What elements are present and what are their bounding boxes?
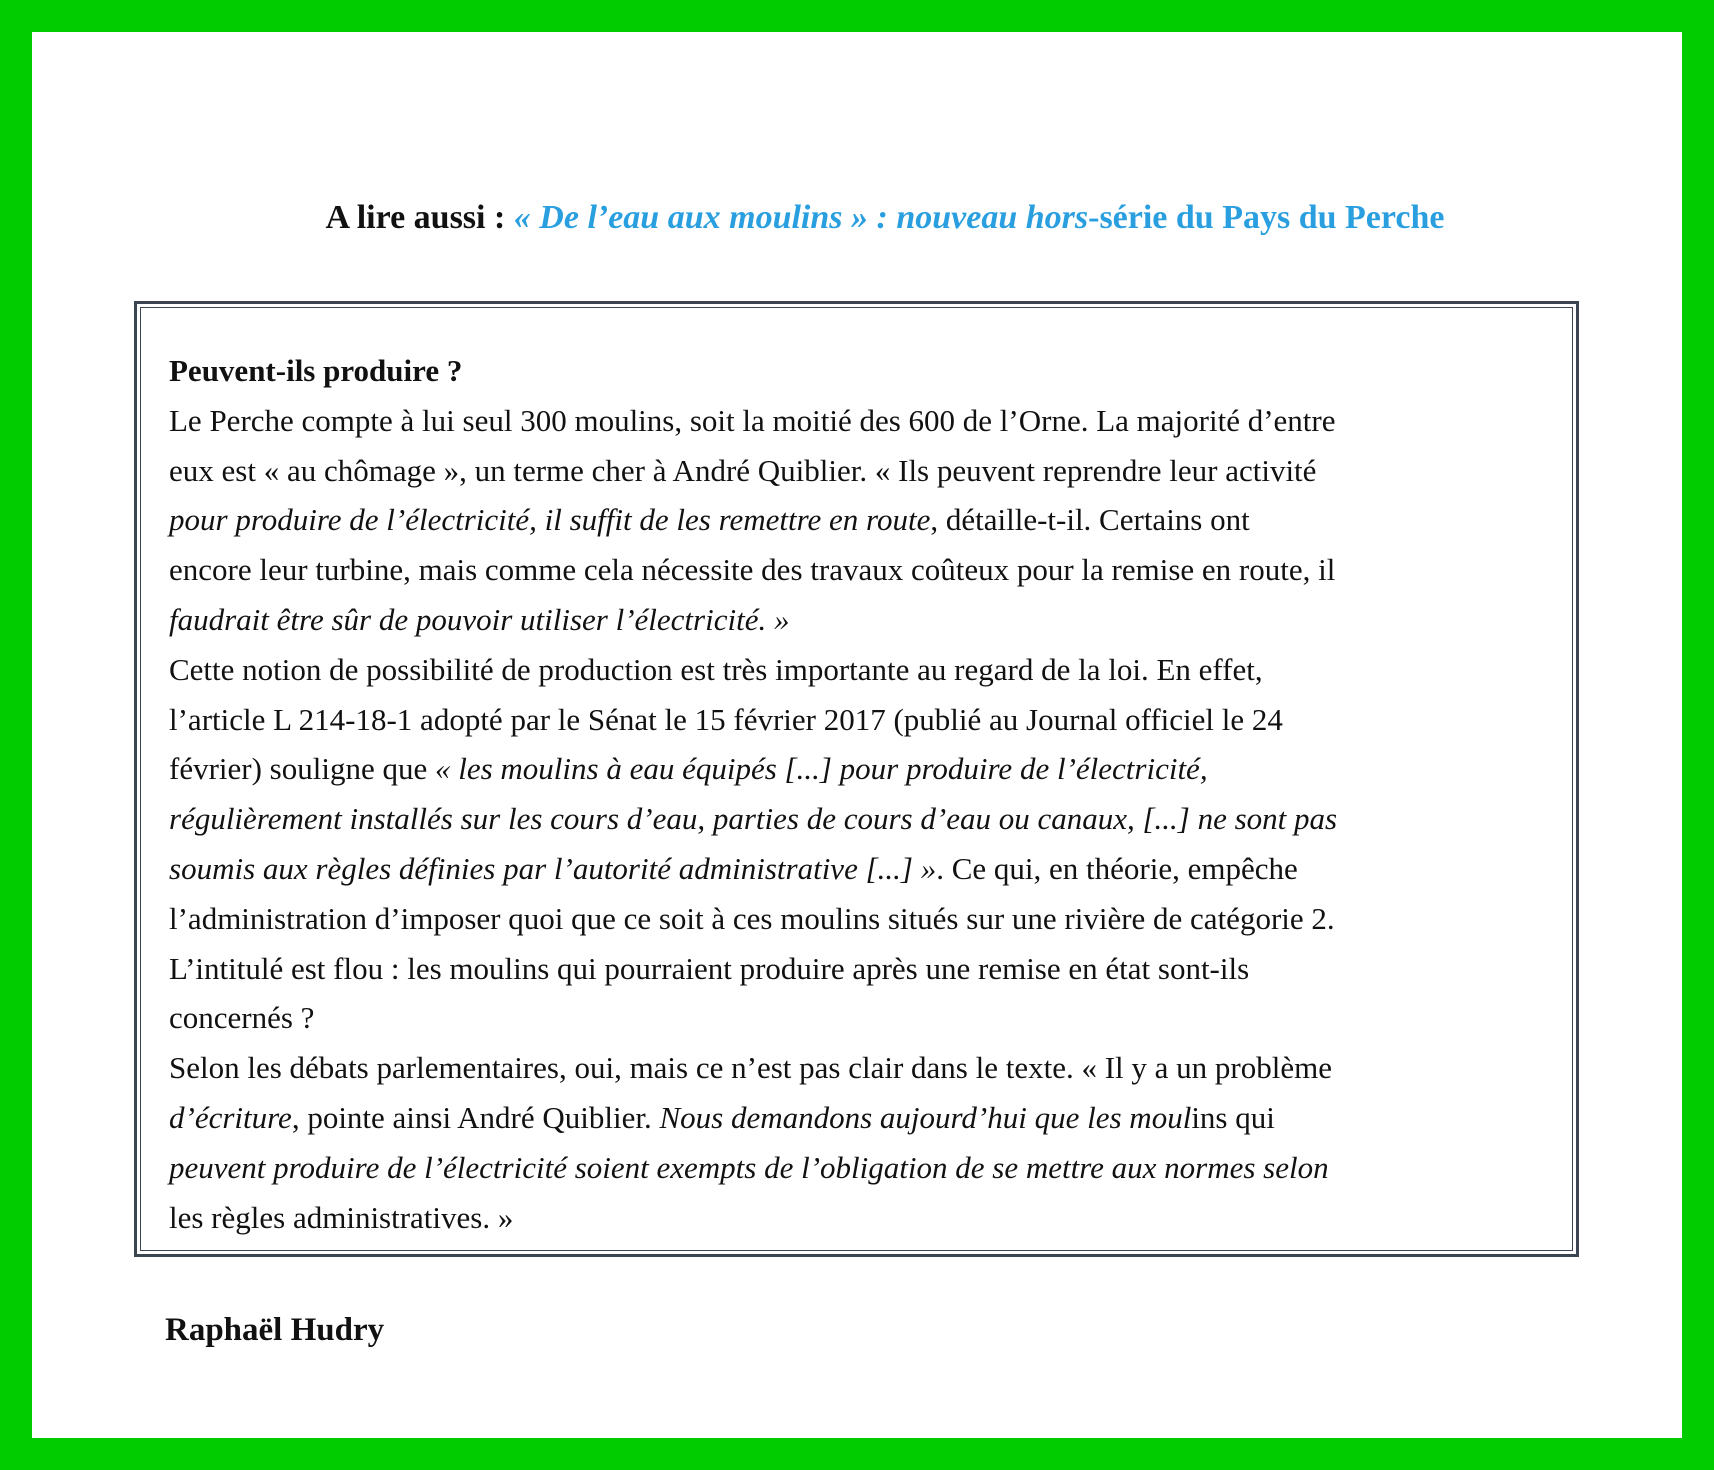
p1-line-1: Le Perche compte à lui seul 300 moulins, soit la moitié des 600 de l’Orne. La majorité d’entre (169, 402, 1336, 438)
sidebar-box-inner (140, 307, 1573, 1251)
p2-line-6: l’administration d’imposer quoi que ce soit à ces moulins situés sur une rivière de catégorie 2. (169, 900, 1335, 936)
p3-line-2 (169, 1093, 1550, 1143)
p3-line-2-italic-b: Nous demandons aujourd’hui que les moul (659, 1099, 1192, 1135)
p1-line-4: encore leur turbine, mais comme cela nécessite des travaux coûteux pour la remise en route, il (169, 552, 1336, 588)
p2-line-8: concernés ? (169, 1000, 315, 1036)
p2-line-3 (169, 744, 1550, 794)
read-also-line (32, 198, 1682, 238)
p2-line-1: Cette notion de possibilité de production est très importante au regard de la loi. En effet, (169, 651, 1263, 687)
read-also-link-italic[interactable]: « De l’eau aux moulins » : nouveau hors (513, 199, 1089, 236)
paragraph-2 (169, 645, 1550, 1043)
document-page (32, 32, 1682, 1438)
p2-line-4: régulièrement installés sur les cours d’eau, parties de cours d’eau ou canaux, [...] ne sont pas (169, 801, 1338, 837)
p2-line-3-normal: février) souligne que (169, 751, 435, 787)
p3-line-4: les règles administratives. » (169, 1199, 514, 1235)
author-signature: Raphaël Hudry (165, 1312, 385, 1348)
read-also-link-rest[interactable]: -série du Pays du Perche (1088, 199, 1445, 236)
paragraph-1 (169, 396, 1550, 645)
p1-line-5: faudrait être sûr de pouvoir utiliser l’électricité. » (169, 601, 790, 637)
sidebar-box (134, 301, 1579, 1257)
p3-line-3: peuvent produire de l’électricité soient exempts de l’obligation de se mettre aux normes selon (169, 1149, 1329, 1185)
p3-line-2-normal-b: ins qui (1191, 1099, 1275, 1135)
box-title: Peuvent-ils produire ? (169, 353, 463, 388)
p1-line-3 (169, 495, 1550, 545)
sidebar-box-content (169, 308, 1550, 1242)
p2-line-2: l’article L 214-18-1 adopté par le Sénat le 15 février 2017 (publié au Journal officiel le 24 (169, 701, 1283, 737)
p2-line-5 (169, 844, 1550, 894)
p2-line-7: L’intitulé est flou : les moulins qui pourraient produire après une remise en état sont-ils (169, 950, 1250, 986)
p1-line-3-italic: pour produire de l’électricité, il suffit de les remettre en route (169, 502, 931, 538)
p1-line-3-normal: , détaille-t-il. Certains ont (930, 502, 1250, 538)
p3-line-2-italic-a: d’écriture (169, 1099, 292, 1135)
read-also-prefix: A lire aussi : (325, 199, 514, 236)
paragraph-3 (169, 1043, 1550, 1242)
p3-line-1: Selon les débats parlementaires, oui, mais ce n’est pas clair dans le texte. « Il y a un problème (169, 1050, 1332, 1086)
p2-line-5-italic: soumis aux règles définies par l’autorité administrative [...] » (169, 850, 937, 886)
p1-line-2: eux est « au chômage », un terme cher à André Quiblier. « Ils peuvent reprendre leur activité (169, 452, 1317, 488)
p2-line-3-italic: « les moulins à eau équipés [...] pour produire de l’électricité, (434, 751, 1208, 787)
p2-line-5-normal: . Ce qui, en théorie, empêche (936, 850, 1298, 886)
p3-line-2-normal-a: , pointe ainsi André Quiblier. (291, 1099, 660, 1135)
